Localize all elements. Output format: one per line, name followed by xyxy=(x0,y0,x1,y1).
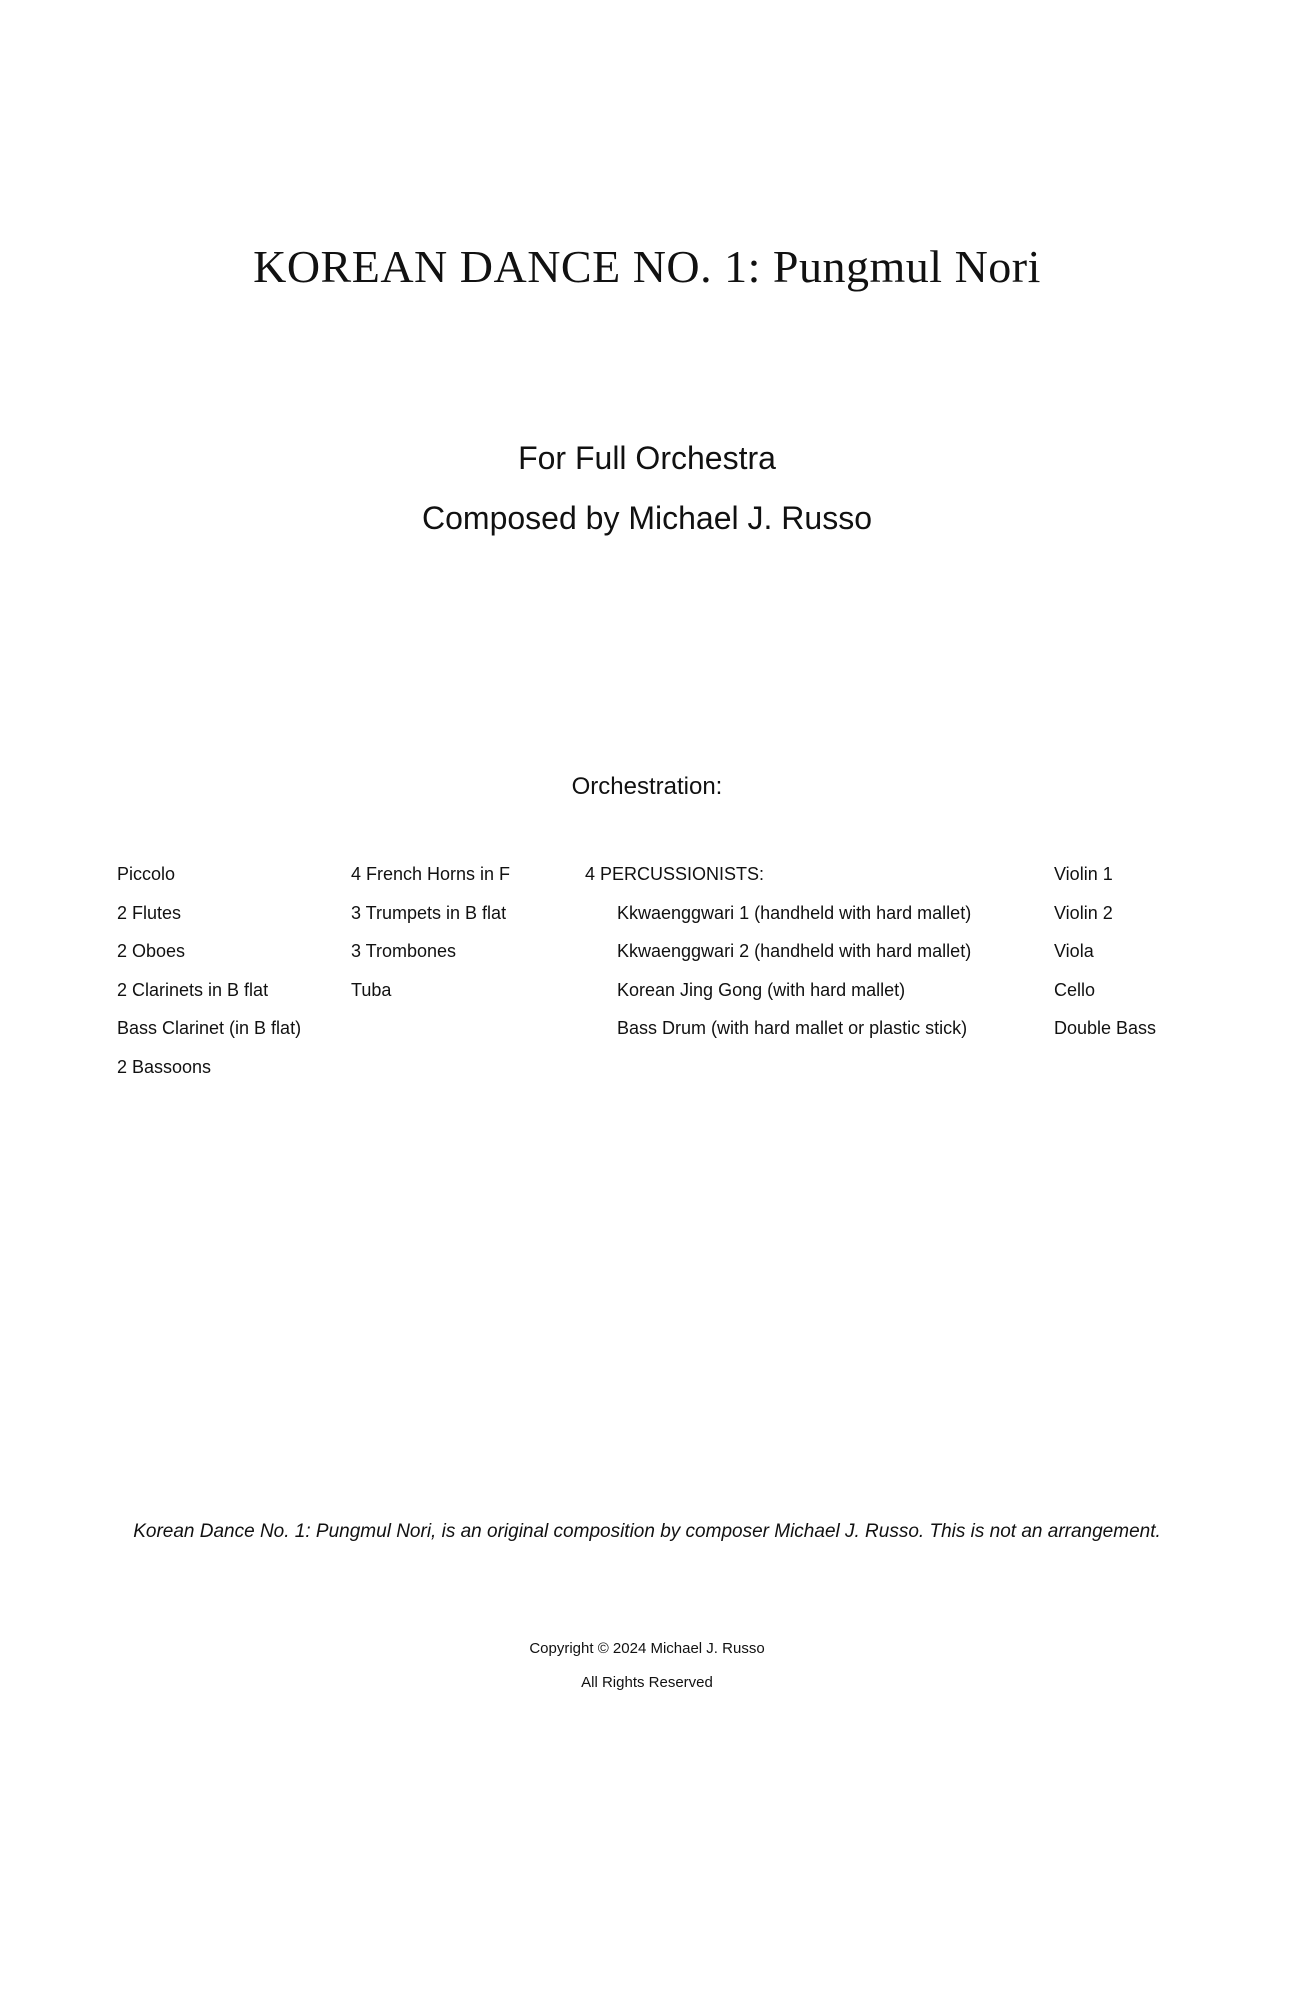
instrument-item: Viola xyxy=(1054,941,1094,961)
instrument-item: 2 Bassoons xyxy=(117,1056,212,1077)
instrument-item: 3 Trumpets in B flat xyxy=(351,902,507,923)
brass-column xyxy=(351,862,510,1016)
instrument-item: Piccolo xyxy=(117,864,176,884)
instrument-item: Kkwaenggwari 1 (handheld with hard mallet) xyxy=(617,902,972,923)
instrument-item: 2 Oboes xyxy=(117,941,186,961)
instrument-item: Violin 1 xyxy=(1054,864,1113,884)
instrument-item: Kkwaenggwari 2 (handheld with hard mallet) xyxy=(617,941,972,961)
instrument-item: 3 Trombones xyxy=(351,941,457,961)
woodwinds-column xyxy=(117,862,301,1093)
instrument-item: Bass Clarinet (in B flat) xyxy=(117,1018,302,1038)
instrument-item: Korean Jing Gong (with hard mallet) xyxy=(617,979,906,1000)
instrument-item: Cello xyxy=(1054,979,1096,1000)
page-title: KOREAN DANCE NO. 1: Pungmul Nori xyxy=(253,241,1041,292)
instrument-item: 4 French Horns in F xyxy=(351,864,511,884)
orchestration-heading: Orchestration: xyxy=(571,773,723,800)
instrument-item: Violin 2 xyxy=(1054,902,1113,923)
percussion-column xyxy=(585,862,971,1055)
percussion-header: 4 PERCUSSIONISTS: xyxy=(585,864,765,884)
instrument-item: Tuba xyxy=(351,979,392,1000)
originality-note: Korean Dance No. 1: Pungmul Nori, is an original composition by composer Michael J. Russo. This is not an arrangement. xyxy=(133,1521,1161,1542)
strings-column xyxy=(1054,862,1156,1055)
subtitle-instrumentation: For Full Orchestra xyxy=(518,440,776,476)
instrument-item: 2 Clarinets in B flat xyxy=(117,979,269,1000)
instrument-item: Bass Drum (with hard mallet or plastic stick) xyxy=(617,1018,968,1038)
subtitle-composer: Composed by Michael J. Russo xyxy=(422,500,872,536)
instrument-item: 2 Flutes xyxy=(117,902,182,923)
instrument-item: Double Bass xyxy=(1054,1018,1157,1038)
copyright-line: Copyright © 2024 Michael J. Russo xyxy=(529,1640,765,1657)
rights-line: All Rights Reserved xyxy=(581,1674,713,1691)
